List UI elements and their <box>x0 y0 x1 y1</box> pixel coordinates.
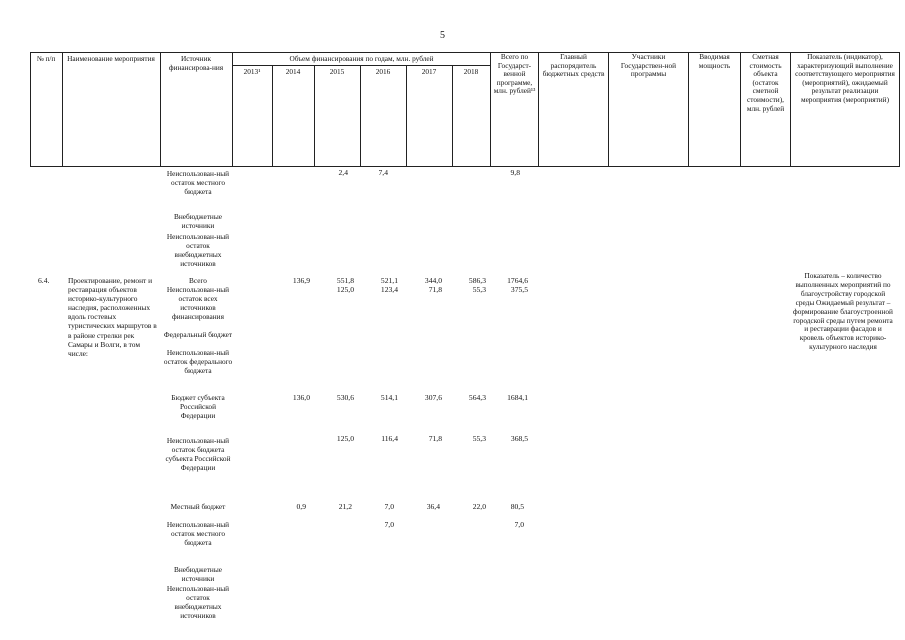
header-col-capacity: Вводимая мощность <box>698 52 731 70</box>
source-label: Неиспользован-ный остаток местного бюджета <box>166 169 230 196</box>
header-col-participants: Участники Государствен-ной программы <box>620 52 677 79</box>
header-col-total: Всего по Государст-венной программе, млн. рублей¹³ <box>493 52 536 96</box>
value-total: 9,8 <box>510 168 520 177</box>
value-2017: 36,4 <box>426 502 440 511</box>
value-2015: 530,6 <box>336 393 354 402</box>
value-2015: 2,4 <box>338 168 348 177</box>
value-2016: 7,4 <box>378 168 388 177</box>
header-col-no: № п/п <box>36 54 56 63</box>
item-indicator: Показатель – количество выполненных мероприятий по благоустройству городской среды Ожидаемый результат – формирование благоустроенной городской среды путем ремонта и реставрации фасадов и кровель объектов историко-культурного наследия <box>793 271 893 352</box>
source-label: Неиспользован-ный остаток внебюджетных источников <box>166 232 230 268</box>
value-2018: 564,3 <box>468 393 486 402</box>
header-year: 2018 <box>463 67 479 76</box>
header-col-manager: Главный распорядитель бюджетных средств <box>542 52 605 79</box>
value-total: 80,5 <box>510 502 524 511</box>
value-2018: 55,3 <box>472 285 486 294</box>
value-2014: 136,0 <box>292 393 310 402</box>
value-2017: 71,8 <box>428 285 442 294</box>
value-2016: 7,0 <box>384 520 394 529</box>
value-2018: 22,0 <box>472 502 486 511</box>
source-label: Неиспользован-ный остаток бюджета субъекта Российской Федерации <box>165 436 231 472</box>
item-number: 6.4. <box>38 276 50 285</box>
value-2016: 521,1 <box>380 276 398 285</box>
value-2015: 125,0 <box>336 285 354 294</box>
header-year: 2014 <box>285 67 301 76</box>
source-label: Неиспользован-ный остаток местного бюджета <box>166 520 230 547</box>
value-2016: 123,4 <box>380 285 398 294</box>
source-label: Неиспользован-ный остаток всех источников финансирования <box>166 285 230 321</box>
value-total: 1684,1 <box>507 393 528 402</box>
value-2018: 55,3 <box>472 434 486 443</box>
header-year: 2013¹ <box>243 67 261 76</box>
value-2017: 307,6 <box>424 393 442 402</box>
value-2018: 586,3 <box>468 276 486 285</box>
header-year: 2017 <box>421 67 437 76</box>
header-year: 2015 <box>329 67 345 76</box>
source-label: Неиспользован-ный остаток федерального бюджета <box>163 348 233 375</box>
header-year: 2016 <box>375 67 391 76</box>
source-label: Федеральный бюджет <box>163 330 233 339</box>
value-2014: 136,9 <box>292 276 310 285</box>
source-label: Неиспользован-ный остаток внебюджетных источников <box>166 584 230 620</box>
value-2015: 21,2 <box>338 502 352 511</box>
value-2017: 71,8 <box>428 434 442 443</box>
value-2016: 7,0 <box>384 502 394 511</box>
header-col-name: Наименование мероприятия <box>67 54 155 63</box>
value-2015: 551,8 <box>336 276 354 285</box>
value-total: 368,5 <box>510 434 528 443</box>
value-total: 7,0 <box>514 520 524 529</box>
value-total: 1764,6 <box>507 276 528 285</box>
header-col-cost: Сметная стоимость объекта (остаток сметной стоимости), млн. рублей <box>746 52 785 113</box>
value-2015: 125,0 <box>336 434 354 443</box>
value-2014: 0,9 <box>296 502 306 511</box>
header-col-indicator: Показатель (индикатор), характеризующий выполнение соответствующего мероприятия (мероприятий), ожидаемый результат реализации мероприятия (мероприятий) <box>795 52 895 104</box>
source-label: Всего <box>189 276 207 285</box>
source-label: Местный бюджет <box>170 502 226 511</box>
source-label: Бюджет субъекта Российской Федерации <box>171 393 225 420</box>
page-number: 5 <box>440 30 445 41</box>
header-col-volume: Объем финансирования по годам, млн. рублей <box>289 54 434 63</box>
value-2016: 514,1 <box>380 393 398 402</box>
value-total: 375,5 <box>510 285 528 294</box>
source-label: Внебюджетные источники <box>174 565 222 583</box>
value-2017: 344,0 <box>424 276 442 285</box>
source-label: Внебюджетные источники <box>174 212 222 230</box>
header-col-source: Источник финансирова-ния <box>168 54 224 72</box>
value-2016: 116,4 <box>381 434 398 443</box>
item-name: Проектирование, ремонт и реставрация объектов историко-культурного наследия, расположенных вдоль гостевых туристических маршрутов в в районе стрелки рек Самары и Волги, в том числе: <box>68 276 157 358</box>
